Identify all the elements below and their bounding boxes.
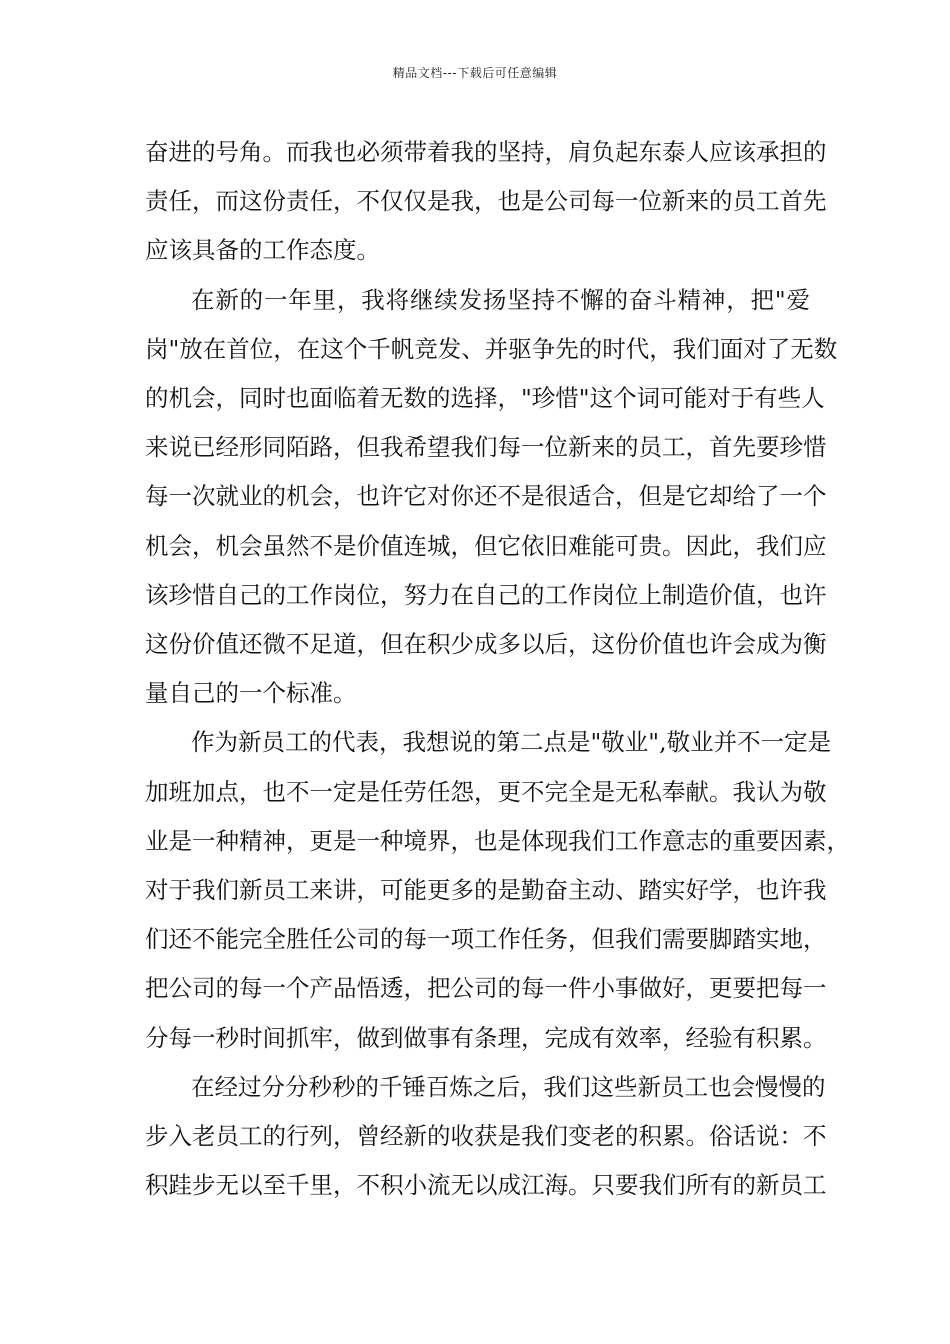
text-line: 对于我们新员工来讲，可能更多的是勤奋主动、踏实好学，也许我: [145, 876, 827, 904]
text-line: 来说已经形同陌路，但我希望我们每一位新来的员工，首先要珍惜: [145, 433, 827, 461]
text-line: 机会，机会虽然不是价值连城，但它依旧难能可贵。因此，我们应: [145, 532, 827, 560]
text-line: 责任，而这份责任，不仅仅是我，也是公司每一位新来的员工首先: [145, 187, 827, 215]
text-line: 奋进的号角。而我也必须带着我的坚持，肩负起东泰人应该承担的: [145, 138, 827, 166]
paragraph-first-line: 在经过分分秒秒的千锤百炼之后，我们这些新员工也会慢慢的: [191, 1073, 826, 1101]
text-line: 每一次就业的机会，也许它对你还不是很适合，但是它却给了一个: [145, 482, 827, 510]
text-line: 应该具备的工作态度。: [145, 236, 380, 264]
text-line: 分每一秒时间抓牢，做到做事有条理，完成有效率，经验有积累。: [145, 1024, 827, 1052]
text-line: 量自己的一个标准。: [145, 679, 357, 707]
text-line: 业是一种精神，更是一种境界，也是体现我们工作意志的重要因素，: [145, 827, 850, 855]
text-line: 加班加点，也不一定是任劳任怨，更不完全是无私奉献。我认为敬: [145, 778, 827, 806]
paragraph-first-line: 作为新员工的代表，我想说的第二点是"敬业",敬业并不一定是: [191, 728, 832, 756]
text-line: 的机会，同时也面临着无数的选择，"珍惜"这个词可能对于有些人: [145, 384, 825, 412]
text-line: 该珍惜自己的工作岗位，努力在自己的工作岗位上制造价值，也许: [145, 581, 827, 609]
text-line: 岗"放在首位，在这个千帆竞发、并驱争先的时代，我们面对了无数: [145, 335, 838, 363]
text-line: 这份价值还微不足道，但在积少成多以后，这份价值也许会成为衡: [145, 630, 827, 658]
paragraph-first-line: 在新的一年里，我将继续发扬坚持不懈的奋斗精神，把"爱: [191, 286, 810, 314]
text-line: 把公司的每一个产品悟透，把公司的每一件小事做好，更要把每一: [145, 974, 827, 1002]
text-line: 步入老员工的行列，曾经新的收获是我们变老的积累。俗话说：不: [145, 1122, 827, 1150]
page-header: 精品文档---下载后可任意编辑: [392, 66, 558, 80]
text-line: 们还不能完全胜任公司的每一项工作任务，但我们需要脚踏实地，: [145, 925, 827, 953]
text-line: 积跬步无以至千里，不积小流无以成江海。只要我们所有的新员工: [145, 1171, 827, 1199]
